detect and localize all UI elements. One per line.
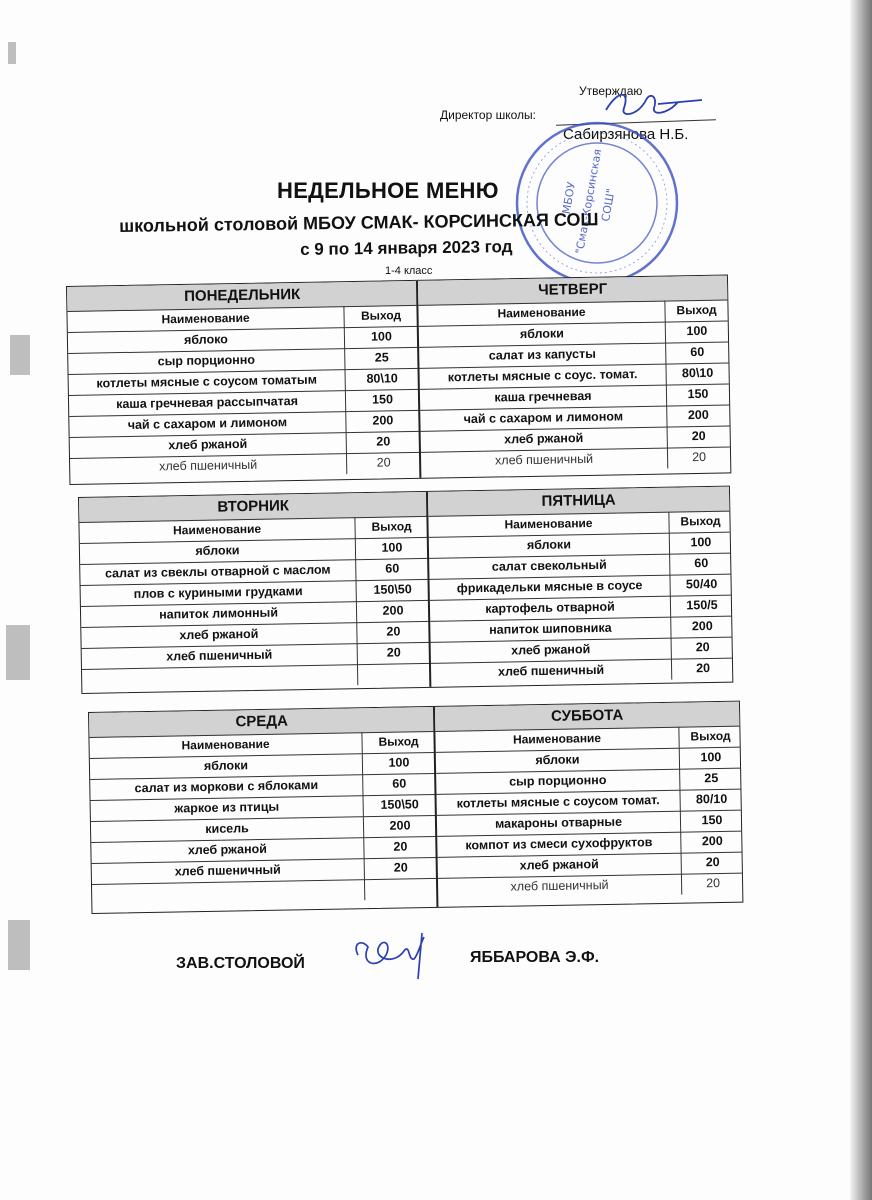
- table-row: [431, 658, 732, 684]
- approve-label: Утверждаю: [579, 84, 643, 98]
- day-title: ВТОРНИК: [79, 492, 427, 523]
- column-name: Наименование: [435, 727, 679, 752]
- dish-name: хлеб ржаной: [421, 427, 668, 452]
- dish-name: яблоки: [80, 538, 356, 564]
- dish-output: 20: [696, 660, 711, 676]
- dish-name: сыр порционно: [68, 348, 345, 374]
- dish-name: котлеты мясные с соусом томат.: [436, 790, 680, 815]
- dish-output: [365, 878, 437, 900]
- director-label: Директор школы:: [440, 108, 536, 122]
- table-row: [438, 873, 742, 899]
- day-title: ПОНЕДЕЛЬНИК: [67, 281, 417, 312]
- dish-output: 100: [686, 323, 708, 339]
- dish-output: 20: [706, 875, 721, 891]
- dish-output: 20: [386, 645, 401, 660]
- column-output: Выход: [676, 302, 717, 318]
- dish-output: 150\50: [373, 582, 412, 597]
- dish-output: 100: [690, 534, 712, 550]
- day-title: СУББОТА: [435, 702, 739, 732]
- scan-mark: [10, 335, 30, 375]
- dish-output: 100: [388, 755, 410, 770]
- dish-name: салат из свеклы отварной с маслом: [80, 559, 356, 585]
- dish-output: 20: [692, 449, 707, 465]
- dish-name: жаркое из птицы: [91, 795, 364, 821]
- stamp-line-2: "Смак-Корсинская: [572, 148, 605, 256]
- dish-name: картофель отварной: [430, 596, 671, 621]
- dish-name: каша гречневая рассыпчатая: [69, 390, 346, 416]
- column-output: Выход: [378, 734, 419, 749]
- dish-output: 200: [382, 603, 404, 618]
- column-output: Выход: [690, 728, 731, 744]
- dish-name: хлеб пшеничный: [82, 643, 358, 669]
- column-name: Наименование: [67, 306, 344, 332]
- dish-name: каша гречневая: [420, 385, 667, 410]
- dish-name: яблоки: [429, 533, 670, 558]
- dish-output: 150\50: [380, 797, 419, 812]
- dish-name: салат свекольный: [429, 554, 670, 579]
- dish-output: 150: [371, 392, 394, 407]
- dish-name: макароны отварные: [437, 811, 681, 836]
- scan-edge-shadow: [850, 0, 872, 1200]
- dish-name: [92, 879, 365, 905]
- dish-output: 60: [392, 776, 407, 791]
- menu-dates: с 9 по 14 января 2023 год: [300, 237, 513, 259]
- dish-output: 25: [704, 771, 719, 786]
- day-title: СРЕДА: [89, 707, 434, 738]
- dish-name: хлеб ржаной: [81, 622, 357, 648]
- day-friday: [428, 487, 732, 687]
- dish-name: [82, 664, 358, 690]
- menu-block-monday-thursday: [66, 274, 731, 485]
- dish-name: котлеты мясные с соусом томатым: [69, 369, 346, 395]
- dish-name: хлеб ржаной: [91, 837, 364, 863]
- dish-name: чай с сахаром и лимоном: [420, 406, 667, 431]
- dish-output: 100: [370, 329, 392, 344]
- dish-name: салат из капусты: [419, 343, 666, 368]
- dish-name: хлеб пшеничный: [70, 453, 347, 479]
- dish-name: хлеб пшеничный: [92, 858, 365, 884]
- day-wednesday: [89, 707, 437, 913]
- dish-output: 80\10: [366, 371, 398, 386]
- dish-output: 60: [694, 556, 709, 571]
- dish-output: 150: [701, 812, 723, 828]
- class-label: 1-4 класс: [385, 265, 433, 277]
- table-row: [421, 446, 730, 472]
- column-output: Выход: [360, 308, 402, 323]
- director-name: Сабирзянова Н.Б.: [563, 126, 689, 143]
- column-name: Наименование: [418, 301, 665, 326]
- dish-output: 25: [374, 350, 389, 365]
- day-tuesday: [79, 492, 430, 693]
- dish-name: котлеты мясные с соус. томат.: [419, 364, 666, 389]
- dish-name: кисель: [91, 816, 364, 842]
- dish-output: 80\10: [681, 365, 714, 381]
- dish-name: чай с сахаром и лимоном: [69, 411, 346, 437]
- dish-output: 20: [393, 839, 408, 854]
- scan-mark: [8, 920, 30, 970]
- dish-name: хлеб пшеничный: [438, 874, 682, 899]
- dish-name: хлеб ржаной: [438, 853, 682, 878]
- dish-name: компот из смеси сухофруктов: [437, 832, 681, 857]
- dish-name: напиток лимонный: [81, 601, 357, 627]
- canteen-head-name: ЯББАРОВА Э.Ф.: [470, 949, 600, 966]
- page-title: НЕДЕЛЬНОЕ МЕНЮ: [277, 178, 499, 203]
- scan-mark: [8, 42, 16, 64]
- scan-mark: [6, 625, 30, 680]
- column-output: Выход: [680, 513, 721, 529]
- dish-output: 20: [705, 854, 720, 870]
- day-monday: [67, 281, 420, 484]
- dish-output: 200: [691, 618, 713, 634]
- dish-name: хлеб пшеничный: [431, 659, 672, 684]
- dish-name: яблоки: [419, 322, 666, 347]
- dish-output: 100: [700, 749, 722, 765]
- page-subtitle: школьной столовой МБОУ СМАК- КОРСИНСКАЯ СОШ: [119, 209, 599, 236]
- dish-name: плов с куриными грудками: [81, 580, 357, 606]
- dish-name: салат из моркови с яблоками: [90, 774, 363, 800]
- column-name: Наименование: [79, 517, 355, 543]
- dish-output: 20: [376, 434, 391, 449]
- dish-output: 200: [372, 413, 394, 428]
- dish-output: 200: [687, 407, 709, 423]
- dish-name: яблоки: [436, 748, 680, 773]
- menu-block-wednesday-saturday: [88, 701, 743, 914]
- column-name: Наименование: [428, 512, 669, 537]
- canteen-head-signature: [348, 925, 448, 985]
- stamp-line-1: МБОУ: [559, 180, 579, 216]
- dish-output: 150/5: [686, 597, 718, 613]
- dish-output: 150: [687, 386, 709, 402]
- dish-output: 200: [701, 833, 723, 849]
- canteen-head-label: ЗАВ.СТОЛОВОЙ: [176, 955, 305, 972]
- dish-name: напиток шиповника: [430, 617, 671, 642]
- day-title: ПЯТНИЦА: [428, 487, 729, 517]
- day-saturday: [435, 702, 742, 907]
- dish-name: фрикадельки мясные в соусе: [429, 575, 670, 600]
- dish-output: 80/10: [695, 791, 728, 807]
- school-stamp: [512, 118, 682, 288]
- dish-name: хлеб ржаной: [70, 432, 347, 458]
- dish-output: 100: [381, 540, 403, 555]
- dish-output: 60: [385, 561, 400, 576]
- dish-output: [358, 663, 430, 685]
- dish-name: яблоко: [68, 327, 345, 353]
- column-name: Наименование: [89, 732, 362, 758]
- stamp-line-3: СОШ": [599, 187, 618, 223]
- dish-output: 20: [393, 860, 408, 875]
- dish-output: 200: [389, 818, 411, 833]
- day-thursday: [418, 275, 730, 477]
- dish-output: 60: [690, 344, 705, 360]
- dish-name: сыр порционно: [436, 769, 680, 794]
- dish-output: 20: [386, 624, 401, 639]
- dish-output: 50/40: [685, 576, 718, 592]
- dish-output: 20: [695, 639, 710, 655]
- dish-name: хлеб пшеничный: [421, 448, 668, 473]
- dish-name: хлеб ржаной: [431, 638, 672, 663]
- column-output: Выход: [371, 519, 412, 534]
- dish-name: яблоки: [90, 753, 363, 779]
- dish-output: 20: [376, 455, 391, 470]
- dish-output: 20: [691, 428, 706, 444]
- day-title: ЧЕТВЕРГ: [418, 275, 727, 305]
- menu-block-tuesday-friday: [78, 486, 733, 694]
